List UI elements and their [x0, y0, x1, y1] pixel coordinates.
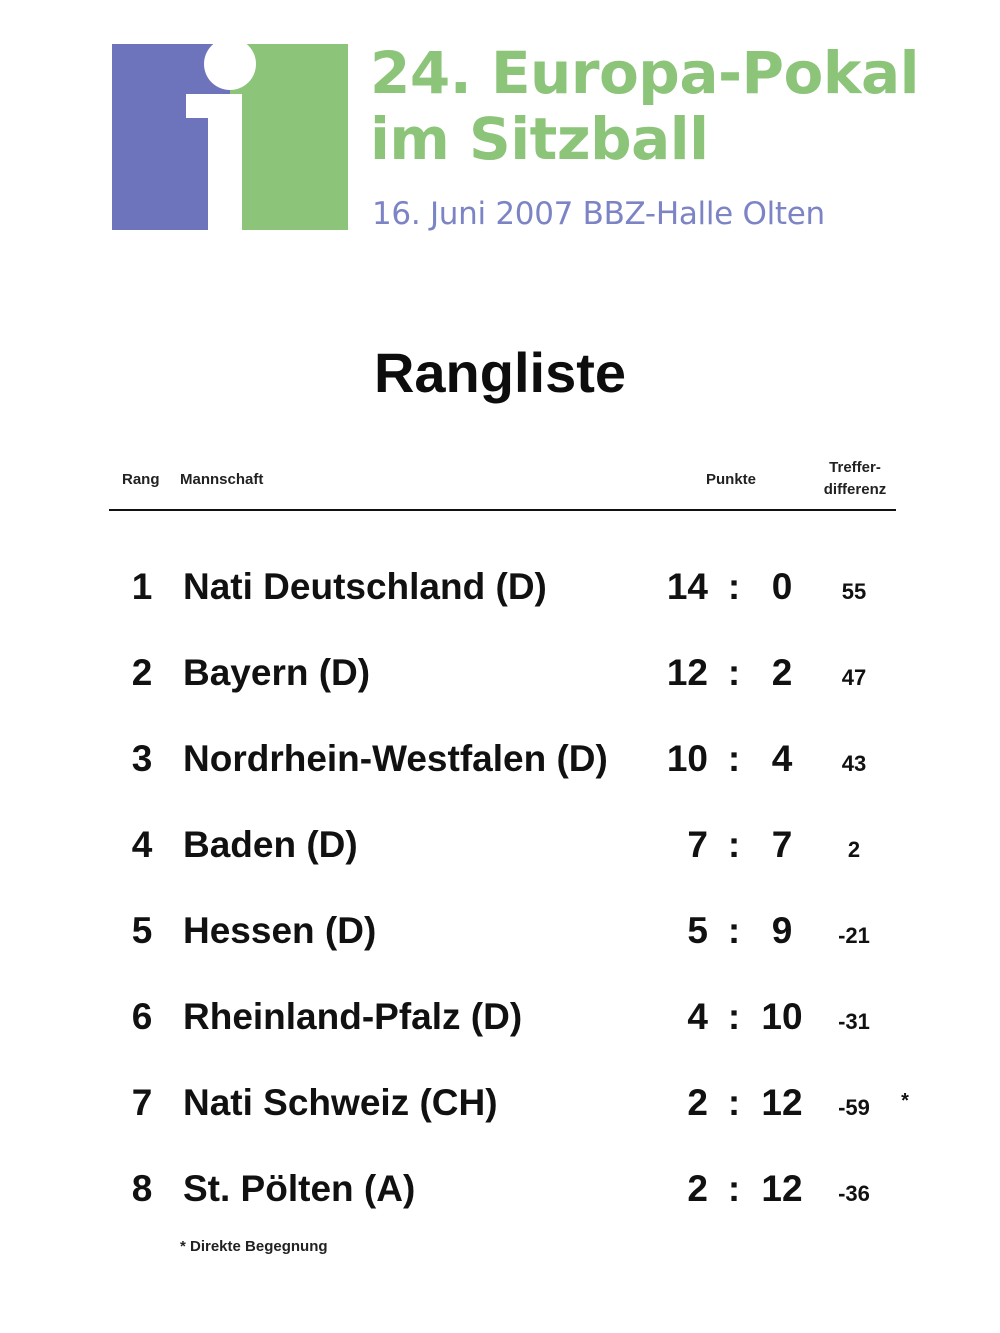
team-cell: St. Pölten (A) — [183, 1168, 416, 1209]
footnote: * Direkte Begegnung — [180, 1238, 328, 1255]
points-won-cell: 7 — [687, 824, 708, 865]
rank-cell: 8 — [131, 1168, 153, 1209]
rank-cell: 5 — [131, 910, 153, 951]
table-row — [0, 1154, 1000, 1240]
points-lost-cell: 12 — [761, 1082, 803, 1123]
points-lost-cell: 12 — [761, 1168, 803, 1209]
column-header-rank: Rang — [122, 471, 160, 488]
column-header-points: Punkte — [706, 471, 757, 488]
team-cell: Nati Deutschland (D) — [183, 566, 547, 607]
difference-cell: -31 — [838, 1009, 870, 1034]
points-won-cell: 2 — [687, 1082, 708, 1123]
logo-i-serif — [186, 94, 242, 118]
difference-cell: 43 — [841, 751, 867, 776]
team-cell: Hessen (D) — [183, 910, 377, 951]
event-subtitle: 16. Juni 2007 BBZ-Halle Olten — [372, 196, 825, 232]
points-separator: : — [727, 738, 741, 779]
rank-cell: 4 — [131, 824, 153, 865]
points-separator: : — [727, 824, 741, 865]
table-row — [0, 810, 1000, 896]
event-title-line1: 24. Europa-Pokal — [370, 39, 919, 107]
rank-cell: 1 — [131, 566, 153, 607]
table-row — [0, 552, 1000, 638]
rank-cell: 2 — [131, 652, 153, 693]
points-separator: : — [727, 566, 741, 607]
column-header-difference — [812, 457, 898, 501]
points-won-cell: 10 — [666, 738, 708, 779]
difference-cell: -59 — [838, 1095, 870, 1120]
points-separator: : — [727, 996, 741, 1037]
rank-cell: 6 — [131, 996, 153, 1037]
difference-cell: -21 — [838, 923, 870, 948]
points-won-cell: 12 — [666, 652, 708, 693]
event-title — [370, 40, 970, 172]
ranking-table — [0, 552, 1000, 1240]
column-header-difference-line2: differenz — [823, 481, 887, 498]
column-header-difference-line1: Treffer- — [829, 459, 881, 476]
team-cell: Baden (D) — [183, 824, 358, 865]
points-won-cell: 2 — [687, 1168, 708, 1209]
points-lost-cell: 7 — [771, 824, 793, 865]
team-cell: Nati Schweiz (CH) — [183, 1082, 498, 1123]
rank-cell: 7 — [131, 1082, 153, 1123]
points-separator: : — [727, 910, 741, 951]
points-won-cell: 4 — [687, 996, 708, 1037]
page-title: Rangliste — [373, 341, 627, 404]
points-lost-cell: 4 — [771, 738, 793, 779]
difference-cell: -36 — [838, 1181, 870, 1206]
points-lost-cell: 2 — [771, 652, 793, 693]
difference-cell: 2 — [847, 837, 861, 862]
team-cell: Rheinland-Pfalz (D) — [183, 996, 523, 1037]
event-title-line2: im Sitzball — [370, 105, 709, 173]
points-won-cell: 14 — [666, 566, 708, 607]
table-row — [0, 724, 1000, 810]
points-separator: : — [727, 1082, 741, 1123]
team-cell: Nordrhein-Westfalen (D) — [183, 738, 608, 779]
rank-cell: 3 — [131, 738, 153, 779]
table-row — [0, 1068, 1000, 1154]
difference-cell: 47 — [841, 665, 867, 690]
points-lost-cell: 9 — [771, 910, 793, 951]
points-lost-cell: 10 — [761, 996, 803, 1037]
header-divider — [109, 509, 896, 511]
table-row — [0, 638, 1000, 724]
points-lost-cell: 0 — [771, 566, 793, 607]
table-row — [0, 896, 1000, 982]
column-header-team: Mannschaft — [180, 471, 264, 488]
table-row — [0, 982, 1000, 1068]
footnote-mark: * — [901, 1090, 909, 1112]
points-won-cell: 5 — [687, 910, 708, 951]
team-cell: Bayern (D) — [183, 652, 371, 693]
event-logo — [112, 44, 348, 230]
points-separator: : — [727, 1168, 741, 1209]
difference-cell: 55 — [841, 579, 867, 604]
points-separator: : — [727, 652, 741, 693]
logo-graphic — [112, 44, 348, 230]
